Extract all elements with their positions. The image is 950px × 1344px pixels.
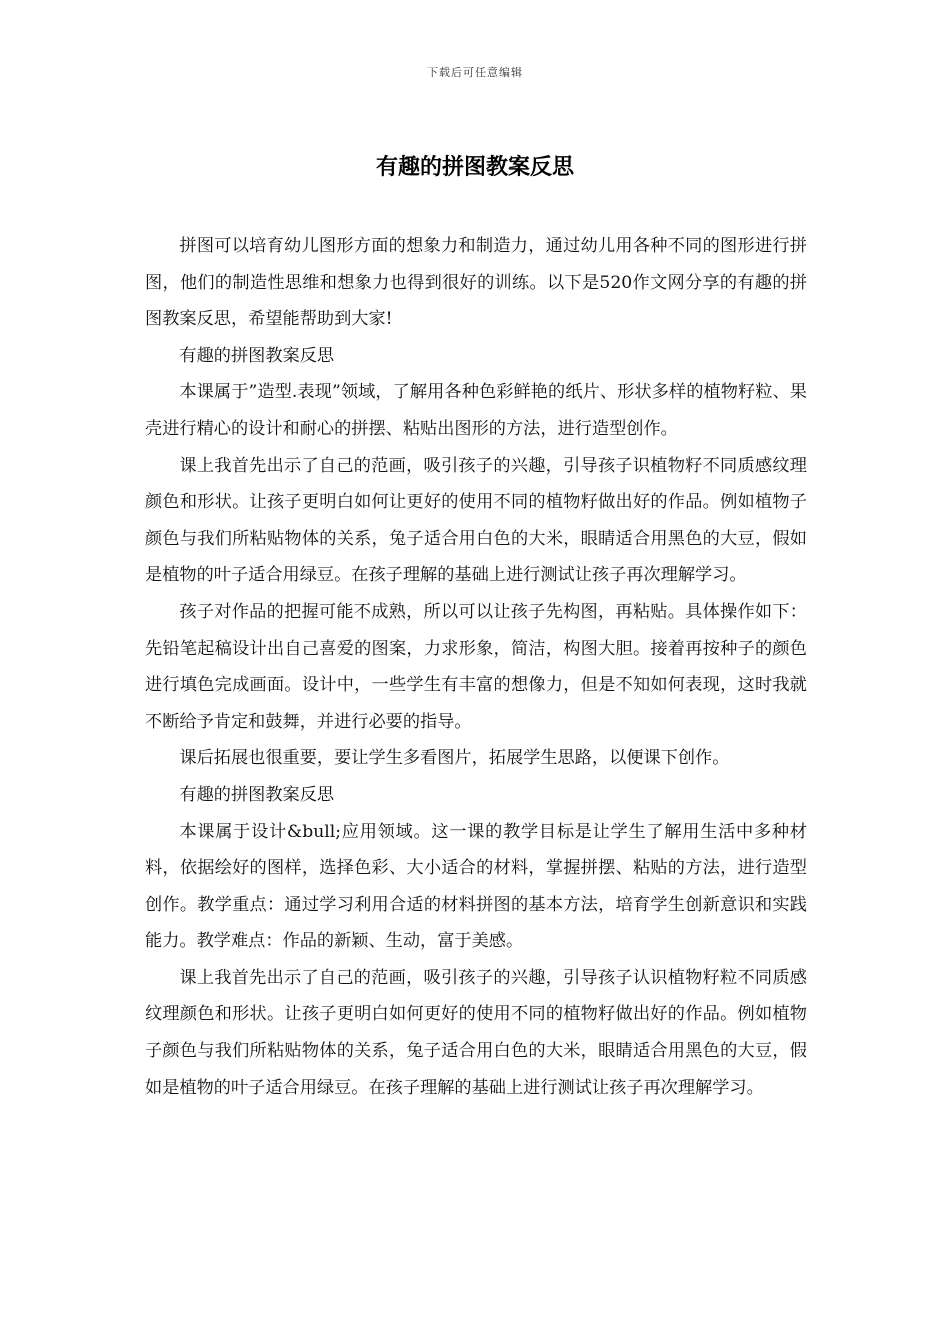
body-paragraph: 课上我首先出示了自己的范画，吸引孩子的兴趣，引导孩子认识植物籽粒不同质感纹理颜色和形状。让孩子更明白如何更好的使用不同的植物籽做出好的作品。例如植物子颜色与我们所粘贴物体的关系，兔子适合用白色的大米，眼睛适合用黑色的大豆，假如是植物的叶子适合用绿豆。在孩子理解的基础上进行测试让孩子再次理解学习。 xyxy=(145,967,807,1098)
body-paragraph: 本课属于”造型.表现”领域，了解用各种色彩鲜艳的纸片、形状多样的植物籽粒、果壳进行精心的设计和耐心的拼摆、粘贴出图形的方法，进行造型创作。 xyxy=(145,382,807,439)
document-body xyxy=(145,228,807,1106)
body-paragraph: 孩子对作品的把握可能不成熟，所以可以让孩子先构图，再粘贴。具体操作如下：先铅笔起稿设计出自己喜爱的图案，力求形象，简洁，构图大胆。接着再按种子的颜色进行填色完成画面。设计中，一些学生有丰富的想像力，但是不知如何表现，这时我就不断给予肯定和鼓舞，并进行必要的指导。 xyxy=(145,601,807,732)
body-paragraph: 课上我首先出示了自己的范画，吸引孩子的兴趣，引导孩子识植物籽不同质感纹理颜色和形状。让孩子更明白如何让更好的使用不同的植物籽做出好的作品。例如植物子颜色与我们所粘贴物体的关系，兔子适合用白色的大米，眼睛适合用黑色的大豆，假如是植物的叶子适合用绿豆。在孩子理解的基础上进行测试让孩子再次理解学习。 xyxy=(145,455,807,586)
intro-paragraph: 拼图可以培育幼儿图形方面的想象力和制造力，通过幼儿用各种不同的图形进行拼图，他们的制造性思维和想象力也得到很好的训练。以下是520作文网分享的有趣的拼图教案反思，希望能帮助到大家! xyxy=(145,236,807,330)
section-heading-1: 有趣的拼图教案反思 xyxy=(179,345,335,366)
body-paragraph: 课后拓展也很重要，要让学生多看图片，拓展学生思路，以便课下创作。 xyxy=(179,748,730,769)
body-paragraph: 本课属于设计&bull;应用领域。这一课的教学目标是让学生了解用生活中多种材料，依据绘好的图样，选择色彩、大小适合的材料，掌握拼摆、粘贴的方法，进行造型创作。教学重点：通过学习利用合适的材料拼图的基本方法，培育学生创新意识和实践能力。教学难点：作品的新颖、生动，富于美感。 xyxy=(145,821,807,952)
document-title: 有趣的拼图教案反思 xyxy=(375,154,574,180)
section-heading-2: 有趣的拼图教案反思 xyxy=(179,784,335,805)
header-note: 下载后可任意编辑 xyxy=(427,66,523,79)
